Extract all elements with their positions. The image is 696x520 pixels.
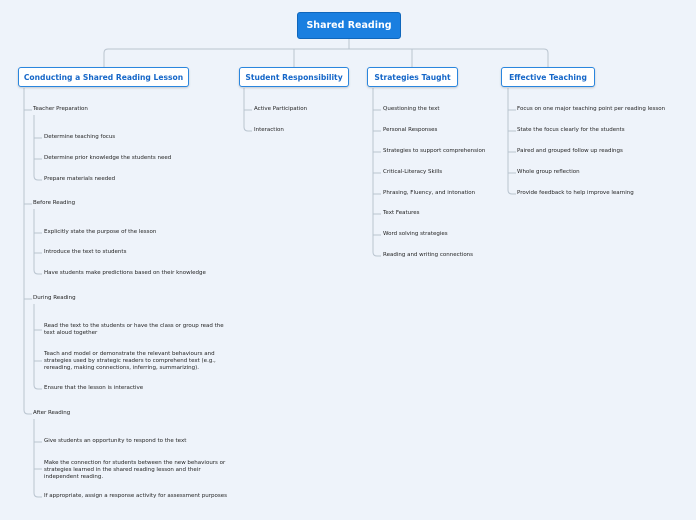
leaf-introduce-text[interactable]: Introduce the text to students [44, 249, 127, 255]
leaf-text-features[interactable]: Text Features [383, 210, 420, 216]
topic-before-reading[interactable]: Before Reading [33, 200, 76, 206]
branch-effective-teaching[interactable]: Effective Teaching [501, 67, 595, 87]
leaf-questioning-text[interactable]: Questioning the text [383, 106, 440, 112]
leaf-state-focus[interactable]: State the focus clearly for the students [517, 127, 625, 133]
leaf-comprehension-strategies[interactable]: Strategies to support comprehension [383, 148, 486, 154]
topic-after-reading[interactable]: After Reading [33, 410, 71, 416]
leaf-critical-literacy[interactable]: Critical-Literacy Skills [383, 169, 443, 175]
leaf-make-connection[interactable]: Make the connection for students between the new behaviours or strategies learned in the shared reading lesson and their independent reading. [44, 460, 226, 480]
leaf-whole-group-reflection[interactable]: Whole group reflection [517, 169, 580, 175]
leaf-state-purpose[interactable]: Explicitly state the purpose of the lesson [44, 229, 157, 235]
leaf-assign-response-activity[interactable]: If appropriate, assign a response activity for assessment purposes [44, 493, 227, 499]
leaf-active-participation[interactable]: Active Participation [254, 106, 308, 112]
leaf-respond-to-text[interactable]: Give students an opportunity to respond to the text [44, 438, 187, 444]
topic-during-reading[interactable]: During Reading [33, 295, 76, 301]
leaf-personal-responses[interactable]: Personal Responses [383, 127, 438, 133]
leaf-determine-prior-knowledge[interactable]: Determine prior knowledge the students need [44, 155, 172, 161]
leaf-lesson-interactive[interactable]: Ensure that the lesson is interactive [44, 385, 144, 391]
leaf-paired-grouped-readings[interactable]: Paired and grouped follow up readings [517, 148, 623, 154]
branch-strategies-taught[interactable]: Strategies Taught [367, 67, 458, 87]
leaf-read-text-aloud[interactable]: Read the text to the students or have the class or group read the text aloud together [44, 323, 224, 336]
leaf-provide-feedback[interactable]: Provide feedback to help improve learning [517, 190, 634, 196]
leaf-make-predictions[interactable]: Have students make predictions based on their knowledge [44, 270, 206, 276]
leaf-word-solving[interactable]: Word solving strategies [383, 231, 448, 237]
leaf-teach-and-model[interactable]: Teach and model or demonstrate the relevant behaviours and strategies used by strategic readers to comprehend text (e.g., rereading, making connections, inferring, summarizing). [44, 351, 216, 371]
branch-student-responsibility[interactable]: Student Responsibility [239, 67, 349, 87]
leaf-interaction[interactable]: Interaction [254, 127, 284, 133]
leaf-determine-teaching-focus[interactable]: Determine teaching focus [44, 134, 116, 140]
central-topic[interactable]: Shared Reading [297, 12, 401, 39]
leaf-prepare-materials[interactable]: Prepare materials needed [44, 176, 116, 182]
branch-conducting-lesson[interactable]: Conducting a Shared Reading Lesson [18, 67, 189, 87]
topic-teacher-preparation[interactable]: Teacher Preparation [33, 106, 88, 112]
leaf-one-teaching-point[interactable]: Focus on one major teaching point per reading lesson [517, 106, 666, 112]
leaf-phrasing-fluency[interactable]: Phrasing, Fluency, and intonation [383, 190, 476, 196]
leaf-reading-writing-connections[interactable]: Reading and writing connections [383, 252, 474, 258]
